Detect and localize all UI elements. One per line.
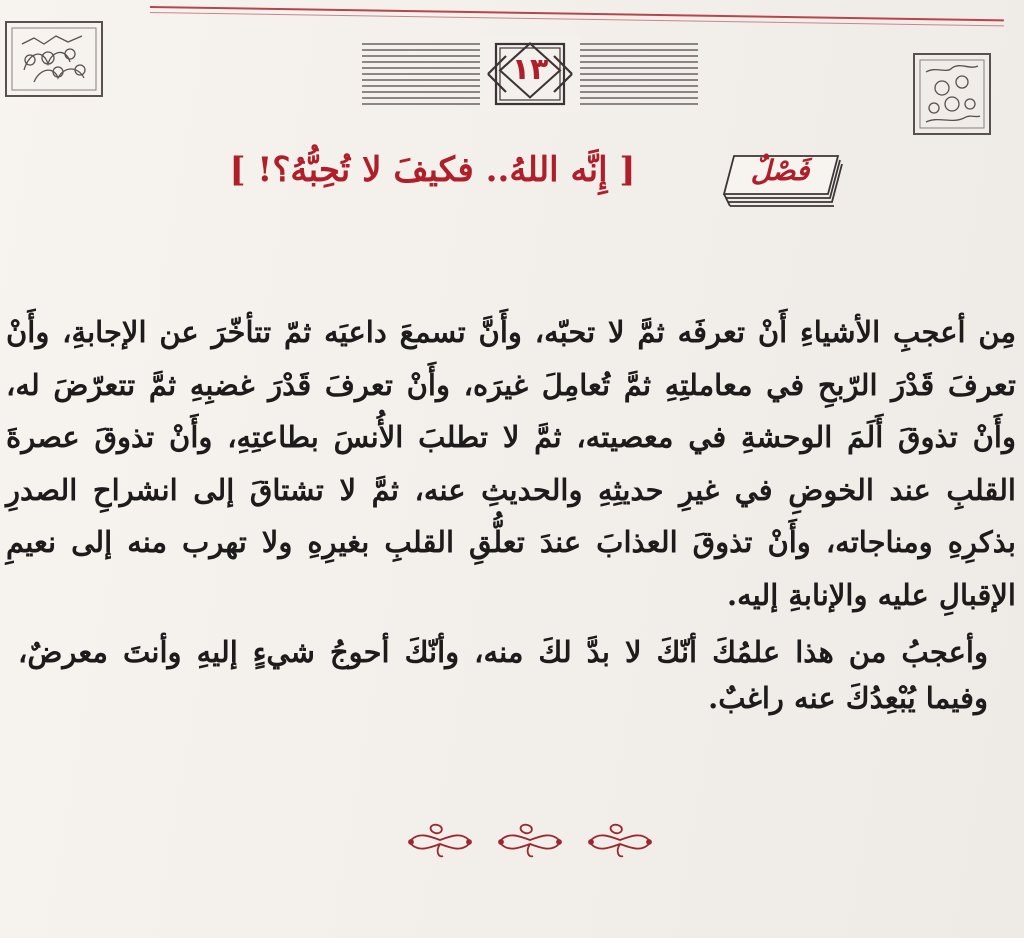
fleuron-icon bbox=[585, 818, 655, 864]
page-number-plaque bbox=[360, 22, 700, 114]
chapter-title: [ إِنَّه اللهُ.. فكيفَ لا تُحِبُّهُ؟! ] bbox=[229, 150, 636, 190]
body-text bbox=[6, 306, 1016, 721]
section-label: فَصْلٌ bbox=[750, 154, 810, 187]
fleuron-icon bbox=[495, 818, 565, 864]
paragraph: وأعجبُ من هذا علمُكَ أنّكَ لا بدَّ لكَ منه، وأنّكَ أحوجُ شيءٍ إليهِ وأنتَ معرضٌ، وفيما يُبْعِدُكَ عنه راغبٌ. bbox=[18, 635, 988, 715]
page-number: ١٣ bbox=[511, 52, 549, 87]
fleuron-divider bbox=[405, 818, 655, 868]
chapter-heading bbox=[160, 140, 880, 220]
paragraph: مِن أعجبِ الأشياءِ أَنْ تعرفَه ثمَّ لا تحبّه، وأَنَّ تسمعَ داعيَه ثمّ تتأخّرَ عن الإجابةِ، وأَنْ تعرفَ قَدْرَ الرّبحِ في معاملتِهِ ثمَّ تُعامِلَ غيرَه، وأَنْ تعرفَ قَدْرَ غضبِهِ ثمَّ تتعرّضَ له، وأَنْ تذوقَ أَلَمَ الوحشةِ في معصيته، ثمَّ لا تطلبَ الأُنسَ بطاعتِهِ، وأَنْ تذوقَ عصرةَ القلبِ عند الخوضِ في غيرِ حديثِهِ والحديثِ عنه، ثمَّ لا تشتاقَ إلى انشراحِ الصدرِ بذكرِهِ ومناجاته، وأَنْ تذوقَ العذابَ عندَ تعلُّقِ القلبِ بغيرِهِ ولا تهرب منه إلى نعيمِ الإقبالِ عليه والإنابةِ إليه. bbox=[6, 315, 1016, 612]
fleuron-icon bbox=[405, 818, 475, 864]
corner-ornament-left-icon bbox=[4, 20, 104, 98]
corner-ornament-right-icon bbox=[912, 52, 992, 136]
